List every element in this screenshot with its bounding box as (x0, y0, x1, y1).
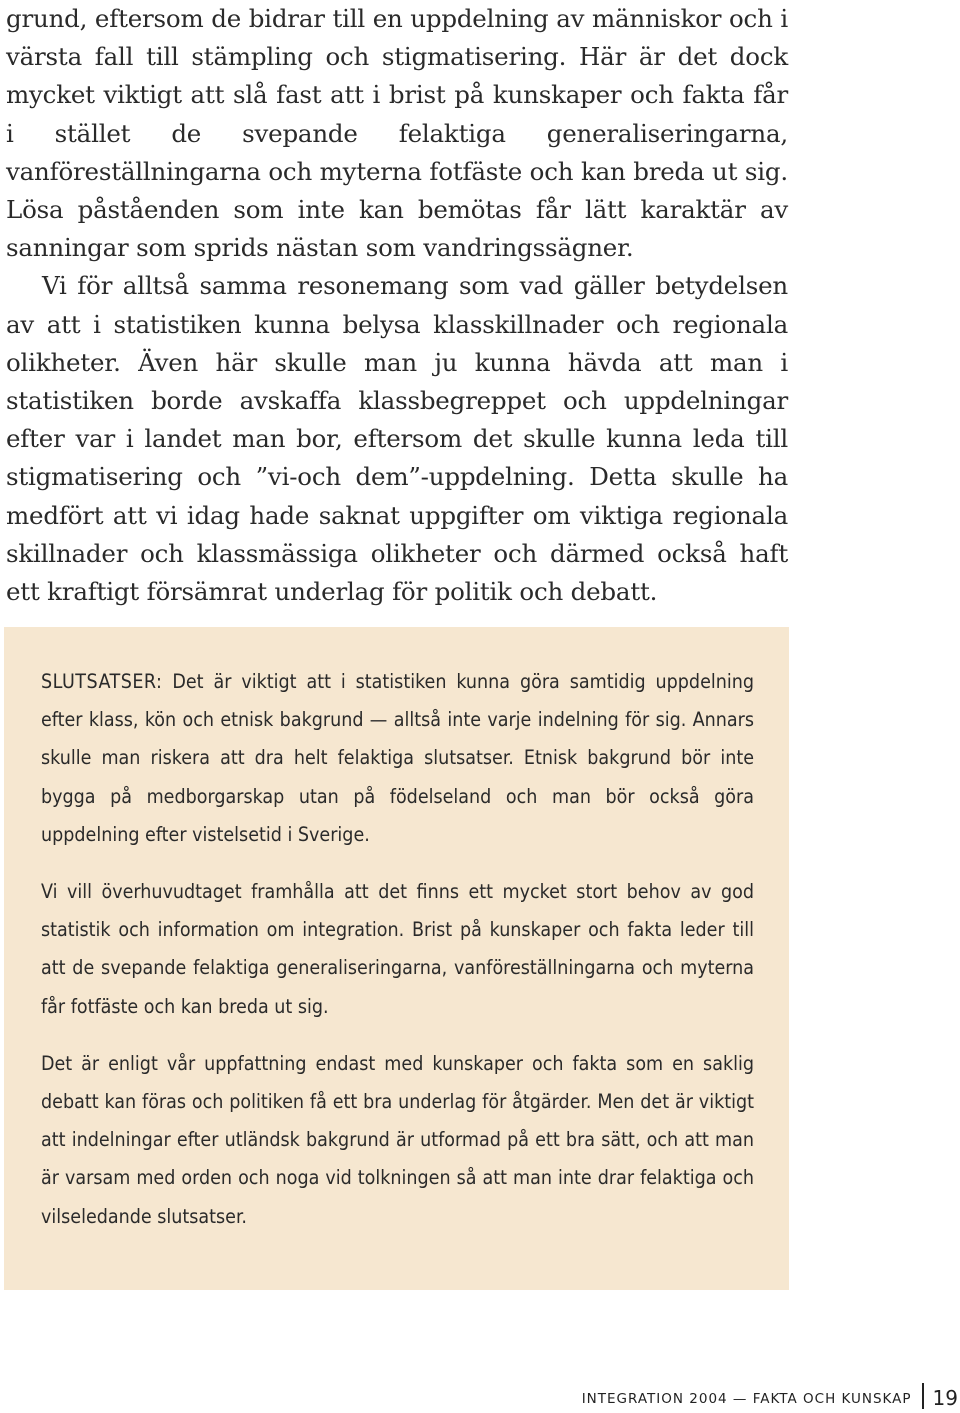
conclusions-paragraph-1-text: Det är viktigt att i statistiken kunna göra samtidig uppdelning efter klass, kön och etnisk bakgrund — alltså inte varje indelning för sig. Annars skulle man riskera att dra helt felaktiga slutsatser. Etnisk bakgrund bör inte bygga på medborgarskap utan på födelseland och man bör också göra uppdelning efter vistelsetid i Sverige. (41, 670, 755, 846)
body-paragraph-2: Vi för alltså samma resonemang som vad gäller betydelsen av att i statistiken kunna belysa klasskillnader och regionala olikheter. Även här skulle man ju kunna hävda att man i statistiken borde avskaffa klassbegreppet och uppdelningar efter var i landet man bor, eftersom det skulle kunna leda till stigmatisering och ”vi-och dem”-uppdelning. Detta skulle ha medfört att vi idag hade saknat uppgifter om viktiga regionala skillnader och klassmässiga olikheter och därmed också haft ett kraftigt försämrat underlag för politik och debatt. (6, 271, 788, 607)
footer-divider (922, 1383, 924, 1409)
running-title: INTEGRATION 2004 — FAKTA OCH KUNSKAP (581, 1391, 912, 1407)
conclusions-paragraph-3: Det är enligt vår uppfattning endast med kunskaper och fakta som en saklig debatt kan föras och politiken få ett bra underlag för åtgärder. Men det är viktigt att indelningar efter utländsk bakgrund är utformad på ett bra sätt, och att man är varsam med orden och noga vid tolkningen så att man inte drar felaktiga och vilseledande slutsatser. (41, 1051, 754, 1228)
conclusions-box (4, 627, 789, 1290)
conclusions-paragraph-2: Vi vill överhuvudtaget framhålla att det finns ett mycket stort behov av god statistik och information om integration. Brist på kunskaper och fakta leder till att de svepande felaktiga generaliseringarna, vanföreställningarna och myterna får fotfäste och kan breda ut sig. (41, 880, 754, 1018)
conclusions-paragraph-1 (41, 663, 754, 854)
body-paragraph-1: grund, eftersom de bidrar till en uppdelning av människor och i värsta fall till stämpling och stigmatisering. Här är det dock mycket viktigt att slå fast att i brist på kunskaper och fakta får i stället de svepande felaktiga generaliseringarna, vanföreställningarna och myterna fotfäste och kan breda ut sig. Lösa påståenden som inte kan bemötas får lätt karaktär av sanningar som sprids nästan som vandringssägner. (6, 4, 788, 263)
page-footer (582, 1383, 958, 1409)
conclusions-content (41, 663, 754, 1255)
body-text (6, 0, 788, 611)
conclusions-label: SLUTSATSER: (41, 670, 163, 693)
page-number: 19 (932, 1386, 958, 1410)
